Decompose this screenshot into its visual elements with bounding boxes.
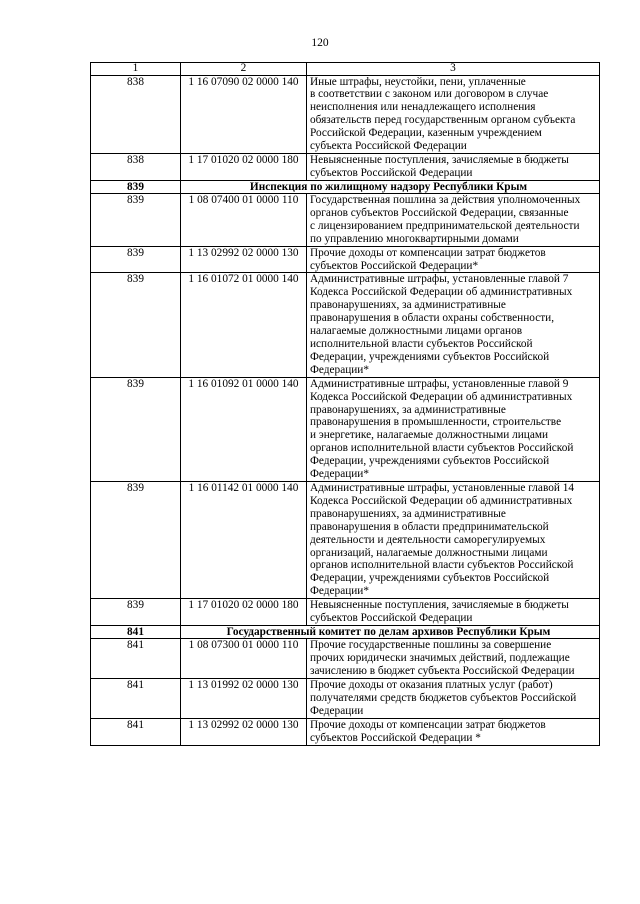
revenue-name-cell: Прочие доходы от компенсации затрат бюджетов субъектов Российской Федерации * (307, 718, 600, 745)
table-row (91, 246, 600, 273)
table-row (91, 718, 600, 745)
section-title: Инспекция по жилищному надзору Республики Крым (181, 180, 600, 193)
admin-code-cell: 841 (91, 678, 181, 718)
revenue-name-cell: Прочие доходы от компенсации затрат бюджетов субъектов Российской Федерации* (307, 246, 600, 273)
section-header-row (91, 625, 600, 638)
revenue-name-cell: Невыясненные поступления, зачисляемые в бюджеты субъектов Российской Федерации (307, 599, 600, 626)
revenue-codes-table (90, 62, 600, 746)
section-header-row (91, 180, 600, 193)
revenue-name-cell: Прочие доходы от оказания платных услуг (работ) получателями средств бюджетов субъектов Российской Федерации (307, 678, 600, 718)
table-row (91, 377, 600, 481)
table-row (91, 678, 600, 718)
revenue-name-cell: Иные штрафы, неустойки, пени, уплаченные в соответствии с законом или договором в случае неисполнения или ненадлежащего исполнения обязательств перед государственным органом субъекта Российской Федерации, казенным учреждением субъекта Российской Федерации (307, 75, 600, 153)
table-row (91, 153, 600, 180)
admin-code-cell: 841 (91, 718, 181, 745)
admin-code-cell: 839 (91, 599, 181, 626)
revenue-code-cell: 1 16 01092 01 0000 140 (181, 377, 307, 481)
admin-code-cell: 838 (91, 153, 181, 180)
header-col-3: 3 (307, 63, 600, 76)
admin-code-cell: 841 (91, 639, 181, 679)
section-admin-code: 841 (91, 625, 181, 638)
admin-code-cell: 839 (91, 273, 181, 377)
admin-code-cell: 839 (91, 481, 181, 598)
revenue-name-cell: Невыясненные поступления, зачисляемые в бюджеты субъектов Российской Федерации (307, 153, 600, 180)
revenue-code-cell: 1 13 02992 02 0000 130 (181, 718, 307, 745)
revenue-code-cell: 1 16 07090 02 0000 140 (181, 75, 307, 153)
page-number: 120 (311, 37, 329, 49)
table-row (91, 75, 600, 153)
revenue-name-cell: Прочие государственные пошлины за совершение прочих юридически значимых действий, подлежащие зачислению в бюджет субъекта Российской Федерации (307, 639, 600, 679)
revenue-code-cell: 1 16 01072 01 0000 140 (181, 273, 307, 377)
revenue-code-cell: 1 16 01142 01 0000 140 (181, 481, 307, 598)
section-title: Государственный комитет по делам архивов Республики Крым (181, 625, 600, 638)
revenue-code-cell: 1 17 01020 02 0000 180 (181, 599, 307, 626)
section-admin-code: 839 (91, 180, 181, 193)
header-col-2: 2 (181, 63, 307, 76)
admin-code-cell: 839 (91, 194, 181, 247)
revenue-name-cell: Административные штрафы, установленные главой 14 Кодекса Российской Федерации об административных правонарушениях, за административные правонарушения в области предпринимательской деятельности и деятельности саморегулируемых организаций, налагаемые должностными лицами органов исполнительной власти субъектов Российской Федерации, учреждениями субъектов Российской Федерации* (307, 481, 600, 598)
admin-code-cell: 839 (91, 246, 181, 273)
header-col-1: 1 (91, 63, 181, 76)
revenue-code-cell: 1 13 02992 02 0000 130 (181, 246, 307, 273)
table-header-row (91, 63, 600, 76)
revenue-code-cell: 1 17 01020 02 0000 180 (181, 153, 307, 180)
revenue-code-cell: 1 08 07400 01 0000 110 (181, 194, 307, 247)
table-row (91, 194, 600, 247)
revenue-code-cell: 1 13 01992 02 0000 130 (181, 678, 307, 718)
table-row (91, 599, 600, 626)
revenue-name-cell: Административные штрафы, установленные главой 9 Кодекса Российской Федерации об административных правонарушениях, за административные правонарушения в промышленности, строительстве и энергетике, налагаемые должностными лицами органов исполнительной власти субъектов Российской Федерации, учреждениями субъектов Российской Федерации* (307, 377, 600, 481)
admin-code-cell: 839 (91, 377, 181, 481)
revenue-name-cell: Административные штрафы, установленные главой 7 Кодекса Российской Федерации об административных правонарушениях, за административные правонарушения в области охраны собственности, налагаемые должностными лицами органов исполнительной власти субъектов Российской Федерации, учреждениями субъектов Российской Федерации* (307, 273, 600, 377)
table-row (91, 481, 600, 598)
revenue-code-cell: 1 08 07300 01 0000 110 (181, 639, 307, 679)
revenue-name-cell: Государственная пошлина за действия уполномоченных органов субъектов Российской Федерации, связанные с лицензированием предпринимательской деятельности по управлению многоквартирными домами (307, 194, 600, 247)
table-body (91, 63, 600, 746)
table-row (91, 273, 600, 377)
admin-code-cell: 838 (91, 75, 181, 153)
table-row (91, 639, 600, 679)
